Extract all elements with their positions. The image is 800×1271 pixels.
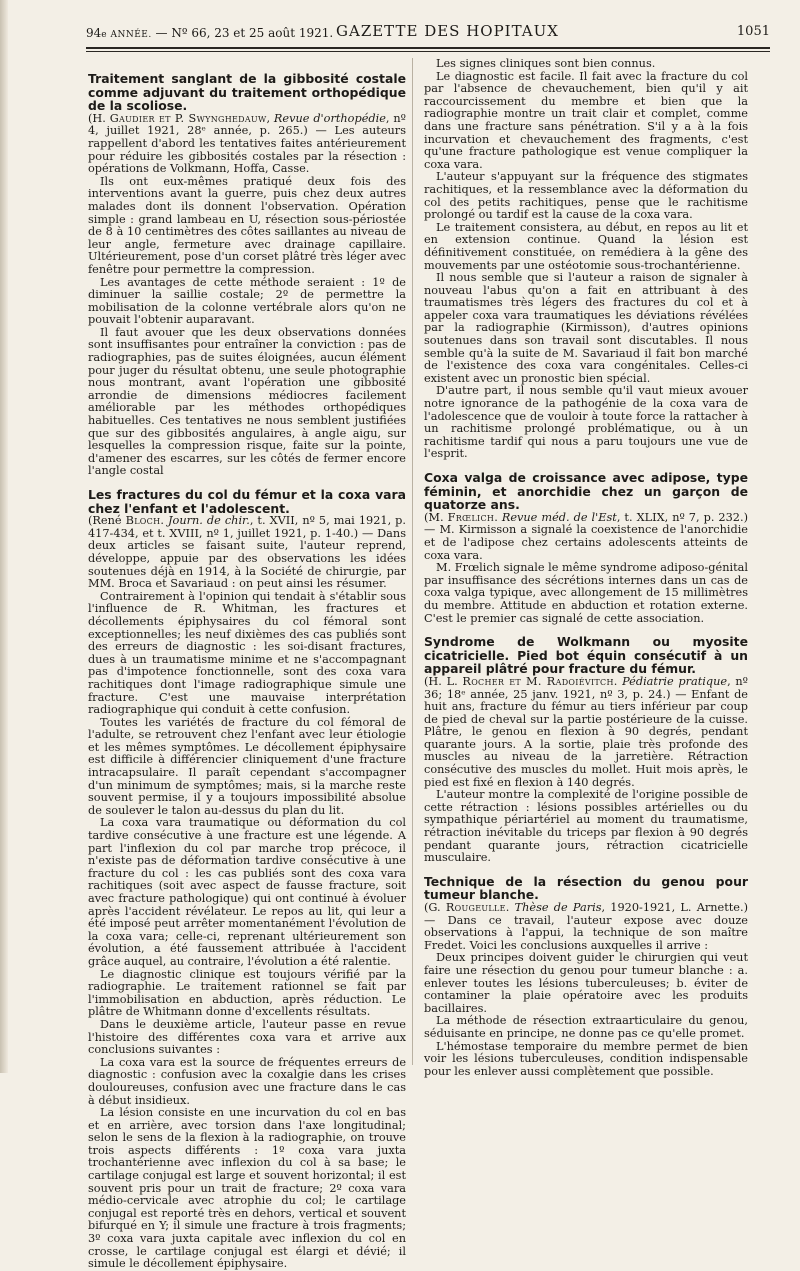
article-reference: (H. Gaudier et P. Swynghedauw, Revue d'orthopédie, nº 4, juillet 1921, 28ᵉ année, p. 265.) — Les auteurs rappellent d'abord les tentatives faites antérieurement pour réduire les gibbosités costales par la résection : opérations de Volkmann, Hoffa, Casse.	[88, 111, 406, 176]
article-reference: (René Bloch. Journ. de chir., t. XVII, nº 5, mai 1921, p. 417-434, et t. XVIII, nº 1, juillet 1921, p. 1-40.) — Dans deux articles se faisant suite, l'auteur reprend, développe, appuie par des observations les idées soutenues déjà en 1914, à la Société de chirurgie, par MM. Broca et Savariaud : on peut ainsi les résumer.	[88, 514, 407, 591]
year-word: e ANNÉE.	[101, 30, 152, 40]
article-fractures-col	[88, 488, 406, 1271]
article-journal: Pédiatrie pratique	[622, 674, 728, 688]
right-column	[424, 57, 748, 1078]
paragraph: Dans le deuxième article, l'auteur passe en revue l'histoire des différentes coxa vara et arrive aux conclusions suivantes :	[88, 1017, 406, 1057]
article-resection-genou	[424, 875, 748, 1079]
paragraph: Le traitement consistera, au début, en repos au lit et en extension continue. Quand la lésion est définitivement constituée, on remédiera à la gêne des mouvements par une ostéotomie sous-trochantérienne.	[424, 220, 748, 272]
issue-line	[86, 26, 333, 40]
paragraph: Le diagnostic clinique est toujours vérifié par la radiographie. Le traitement rationnel se fait par l'immobilisation en abduction, après réduction. Le plâtre de Whitmann donne d'excellents résultats.	[88, 967, 406, 1019]
paragraph: Contrairement à l'opinion qui tendait à s'établir sous l'influence de R. Whitman, les fractures et décollements épiphysaires du col fémoral sont exceptionnelles; les neuf dixièmes des cas publiés sont des erreurs de diagnostic : les soi-disant fractures, dues à un traumatisme minime et ne s'accompagnant pas d'impotence fonctionnelle, sont des coxa vara rachitiques dont l'image radiographique simule une fracture. C'est une mauvaise interprétation radiographique qui conduit à cette confusion.	[88, 589, 406, 717]
article-title: Technique de la résection du genou pour tumeur blanche.	[424, 873, 748, 903]
paragraph: Deux principes doivent guider le chirurgien qui veut faire une résection du genou pour tumeur blanche : a. enlever toutes les lésions tuberculeuses; b. éviter de contaminer la plaie opératoire avec les produits bacillaires.	[424, 951, 748, 1015]
paragraph: Toutes les variétés de fracture du col fémoral de l'adulte, se retrouvent chez l'enfant avec leur étiologie et les mêmes symptômes. Le décollement épiphysaire est difficile à différencier cliniquement d'une fracture intracapsulaire. Il paraît cependant s'accompagner d'un minimum de symptômes; mais, si la marche reste souvent permise, il y a toujours impossibilité absolue de soulever le talon au-dessus du plan du lit.	[88, 715, 406, 817]
article-fractures-col-continued	[424, 58, 748, 461]
header-rule-thick	[86, 47, 770, 49]
paragraph: D'autre part, il nous semble qu'il vaut mieux avouer notre ignorance de la pathogénie de la coxa vara de l'adolescence que de vouloir à toute force la rattacher à un rachitisme prolongé problématique, ou à un rachitisme tardif qui nous a paru toujours une vue de l'esprit.	[424, 384, 748, 461]
article-wolkmann	[424, 635, 748, 865]
paragraph: L'auteur s'appuyant sur la fréquence des stigmates rachitiques, et la ressemblance avec la déformation du col des petits rachitiques, pense que le rachitisme prolongé ou tardif est la cause de la coxa vara.	[424, 170, 748, 222]
paragraph: L'auteur montre la complexité de l'origine possible de cette rétraction : lésions possibles artérielles ou du sympathique périartériel au moment du traumatisme, rétraction inévitable du triceps par flexion à 90 degrés pendant quarante jours, rétraction cicatricielle musculaire.	[424, 788, 748, 865]
article-coxa-valga	[424, 471, 748, 625]
page-number: 1051	[736, 24, 770, 39]
article-reference: (M. Frœlich. Revue méd. de l'Est, t. XLIX, nº 7, p. 232.) — M. Kirmisson a signalé la coexistence de l'anorchidie et de l'adipose chez certains adolescents atteints de coxa vara.	[424, 510, 748, 562]
article-reference: (H. L. Rocher et M. Radoiévitch. Pédiatrie pratique, nº 36; 18ᵉ année, 25 janv. 1921, nº 3, p. 24.) — Enfant de huit ans, fracture du fémur au tiers inférieur par coup de pied de cheval sur la partie postérieure de la cuisse. Plâtre, le genou en flexion à 90 degrés, pendant quarante jours. A la sortie, plaie très profonde des muscles au niveau de la jarretière. Rétraction consécutive des muscles du mollet. Huit mois après, le pied est fixé en flexion à 140 degrés.	[424, 674, 748, 789]
article-authors: Frœlich	[447, 510, 495, 524]
article-authors: Rougeulle	[445, 901, 506, 914]
paragraph: Les signes cliniques sont bien connus.	[436, 57, 656, 70]
paragraph: Il nous semble que si l'auteur a raison de signaler à nouveau l'abus qu'on a fait en attribuant à des traumatismes très légers des fractures du col et à appeler coxa vara traumatiques les déviations révélées par la radiographie (Kirmisson), d'autres opinions soutenues dans son travail sont discutables. Il nous semble qu'à la suite de M. Savariaud il fait bon marché de l'existence des coxa vara congénitales. Celles-ci existent avec un pronostic bien spécial.	[424, 271, 748, 385]
paragraph: La méthode de résection extraarticulaire du genou, séduisante en principe, ne donne pas ce qu'elle promet.	[424, 1014, 748, 1040]
paragraph: La coxa vara traumatique ou déformation du col tardive consécutive à une fracture est une légende. A part l'inflexion du col par marche trop précoce, il n'existe pas de déformation tardive consécutive à une fracture du col : les cas publiés sont des coxa vara rachitiques (soit avec aspect de fausse fracture, soit avec fracture pathologique) qui ont continué à évoluer après l'accident révélateur. Le repos au lit, qui leur a été imposé peut arrêter momentanément l'évolution de la coxa vara; celle-ci, reprenant ultérieurement son évolution, a été faussement attribuée à l'accident grâce auquel, au contraire, l'évolution a été ralentie.	[88, 816, 406, 968]
article-authors: Bloch	[125, 514, 161, 528]
journal-title: GAZETTE DES HOPITAUX	[336, 22, 559, 40]
paragraph: Les avantages de cette méthode seraient : 1º de diminuer la saillie costale; 2º de permettre la mobilisation de la colonne vertébrale alors qu'on ne pouvait l'obtenir auparavant.	[88, 275, 406, 327]
paragraph: Il faut avouer que les deux observations données sont insuffisantes pour entraîner la conviction : pas de radiographies, pas de suites éloignées, aucun élément pour juger du résultat obtenu, une seule photographie nous montrant, avant l'opération une gibbosité arrondie de dimensions médiocres facilement améliorable par les méthodes orthopédiques habituelles. Ces tentatives ne nous semblent justifiées que sur des gibbosités angulaires, à angle aigu, sur lesquelles la compression risque, faite sur la pointe, d'amener des escarres, sur les côtés de fermer encore l'angle costal	[88, 325, 406, 478]
year-number: 94	[86, 26, 102, 40]
paragraph: Le diagnostic est facile. Il fait avec la fracture du col par l'absence de chevauchement, bien qu'il y ait raccourcissement du membre et bien que la radiographie montre un trait clair et complet, comme dans une fracture sans pénétration. S'il y a à la fois incurvation et chevauchement des fragments, c'est qu'une fracture pathologique est venue compliquer la coxa vara.	[424, 69, 748, 171]
article-journal: Thèse de Paris	[514, 901, 602, 914]
paragraph: M. Frœlich signale le même syndrome adiposo-génital par insuffisance des sécrétions internes dans un cas de coxa valga typique, avec allongement de 15 millimètres du membre. Attitude en abduction et rotation externe. C'est le premier cas signalé de cette association.	[424, 561, 748, 625]
article-journal: Journ. de chir.	[168, 514, 250, 528]
article-authors: Rocher et M. Radoiévitch	[462, 674, 614, 688]
article-journal: Revue d'orthopédie	[273, 111, 386, 125]
paragraph: La lésion consiste en une incurvation du col en bas et en arrière, avec torsion dans l'axe longitudinal; selon le sens de la flexion à la radiographie, on trouve trois aspects différents : 1º coxa vara juxta trochantérienne avec inflexion du col à sa base; le cartilage conjugal est large et souvent horizontal; il est souvent pris pour un trait de fracture; 2º coxa vara médio-cervicale avec atrophie du col; le cartilage conjugal est reporté très en dehors, vertical et souvent bifurqué en Y; il simule une fracture à trois fragments; 3º coxa vara juxta capitale avec inflexion du col en crosse, le cartilage conjugal est élargi et dévié; il simule le décollement épiphysaire.	[88, 1106, 406, 1271]
article-title: Les fractures du col du fémur et la coxa vara chez l'enfant et l'adolescent.	[88, 487, 406, 516]
column-divider	[412, 58, 413, 1065]
running-header	[86, 16, 770, 46]
paragraph: Ils ont eux-mêmes pratiqué deux fois des interventions avant la guerre, puis chez deux autres malades dont ils donnent l'observation. Opération simple : grand lambeau en U, résection sous-périostée de 8 à 10 centimètres des côtes saillantes au niveau de leur angle, fermeture avec drainage capillaire. Ultérieurement, pose d'un corset plâtré très léger avec fenêtre pour permettre la compression.	[88, 174, 406, 276]
article-journal: Revue méd. de l'Est	[501, 510, 617, 524]
article-title: Traitement sanglant de la gibbosité costale comme adjuvant du traitement orthopédique de la scoliose.	[88, 71, 406, 114]
article-gibbosite	[88, 72, 406, 478]
binding-edge	[0, 0, 8, 1073]
left-column	[88, 58, 407, 1271]
article-title: Coxa valga de croissance avec adipose, type féminin, et anorchidie chez un garçon de quatorze ans.	[424, 470, 748, 513]
paragraph: L'hémostase temporaire du membre permet de bien voir les lésions tuberculeuses, condition indispensable pour les enlever aussi complètement que possible.	[424, 1039, 748, 1078]
paragraph: La coxa vara est la source de fréquentes erreurs de diagnostic : confusion avec la coxalgie dans les crises douloureuses, confusion avec une fracture dans le cas à début insidieux.	[88, 1055, 406, 1107]
header-rule-thin	[86, 51, 770, 52]
article-authors: Gaudier et P. Swynghedauw	[109, 111, 267, 125]
article-reference: (G. Rougeulle. Thèse de Paris, 1920-1921, L. Arnette.) — Dans ce travail, l'auteur expose avec douze observations à l'appui, la technique de son maître Fredet. Voici les conclusions auxquelles il arrive :	[424, 901, 748, 952]
issue-date: — Nº 66, 23 et 25 août 1921.	[155, 26, 334, 40]
article-title: Syndrome de Wolkmann ou myosite cicatricielle. Pied bot équin consécutif à un appareil plâtré pour fracture du fémur.	[424, 634, 748, 677]
